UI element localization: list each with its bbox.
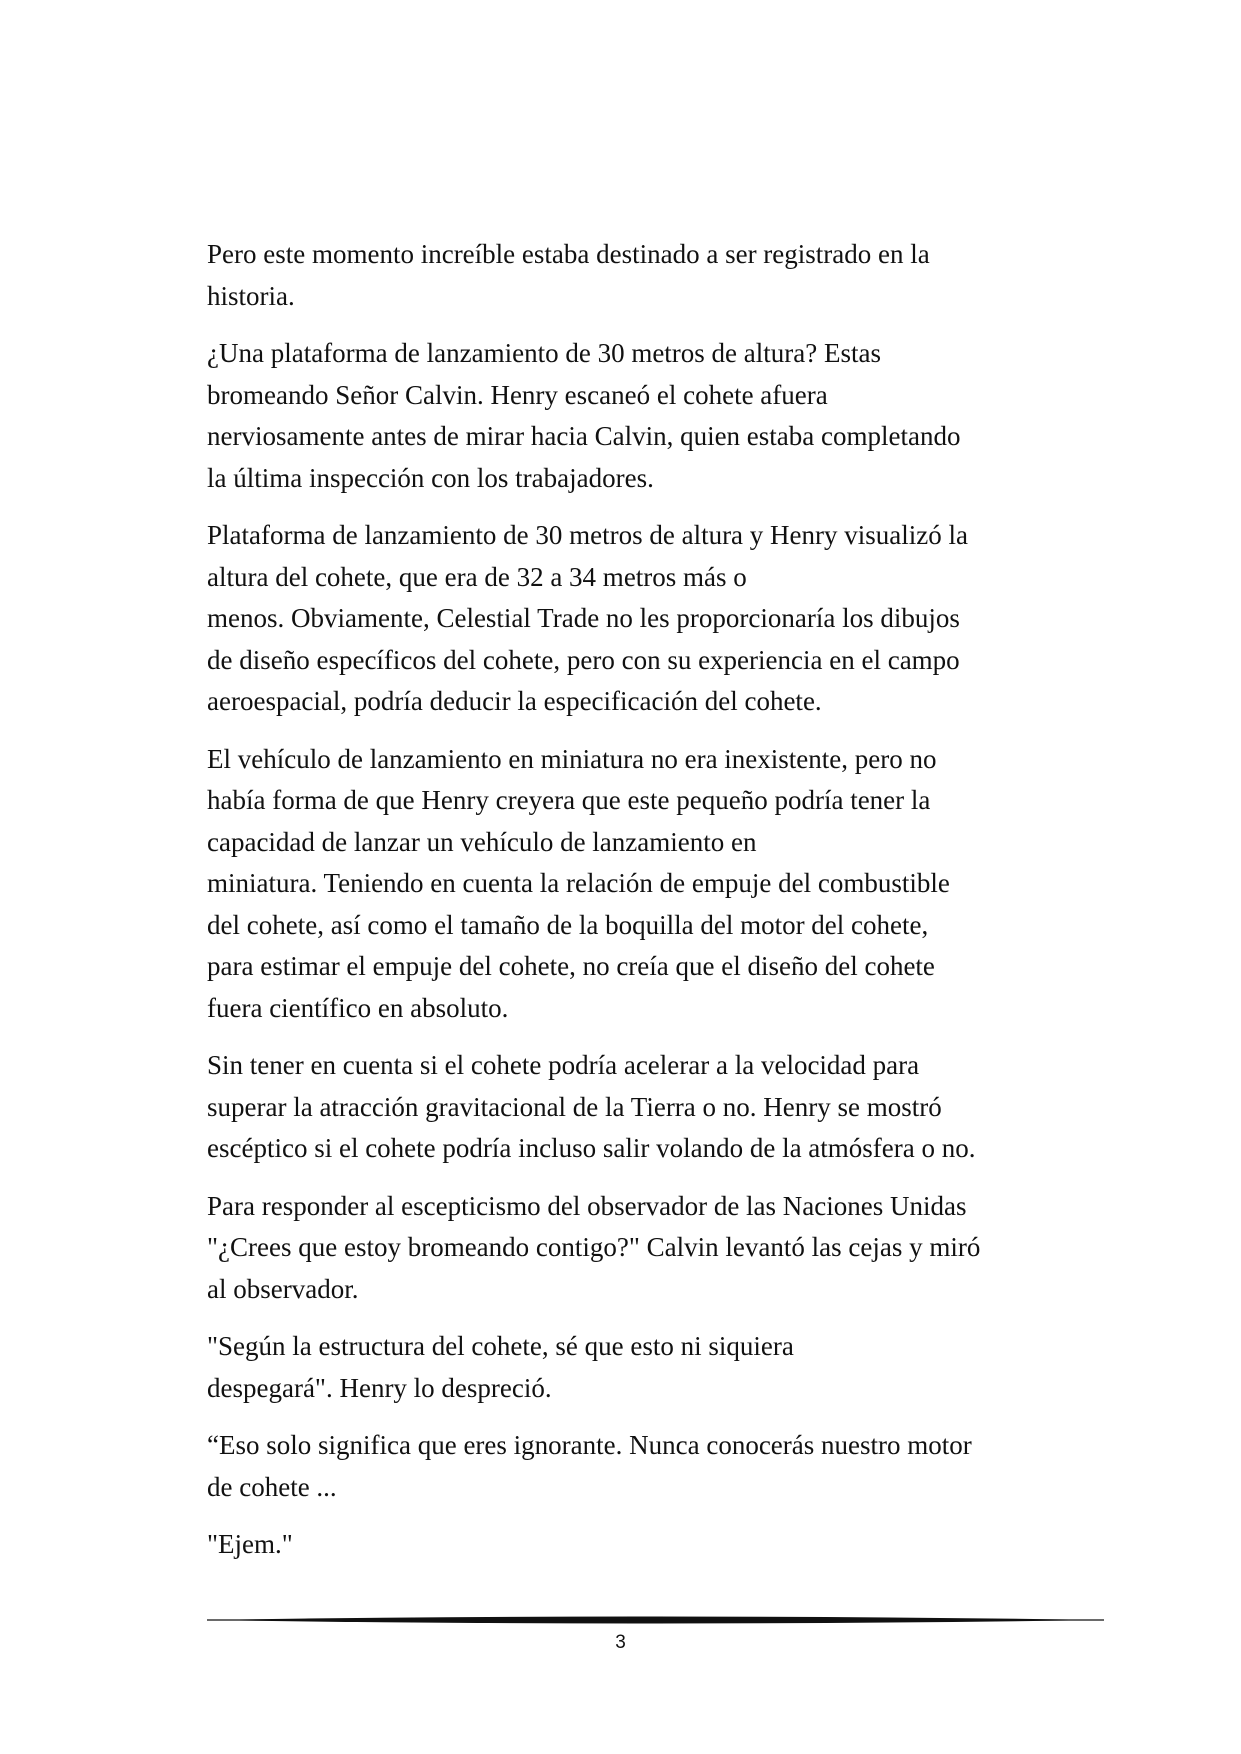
paragraph: "Según la estructura del cohete, sé que esto ni siquiera despegará". Henry lo despreció. [207, 1331, 794, 1403]
paragraph: Pero este momento increíble estaba destinado a ser registrado en la historia. [207, 239, 930, 311]
paragraph: Plataforma de lanzamiento de 30 metros de altura y Henry visualizó la altura del cohete, que era de 32 a 34 metros más o menos. Obviamente, Celestial Trade no les proporcionaría los dibujos de diseño específicos del cohete, pero con su experiencia en el campo aeroespacial, podría deducir la especificación del cohete. [207, 520, 968, 716]
paragraph: “Eso solo significa que eres ignorante. Nunca conocerás nuestro motor de cohete ... [207, 1430, 972, 1502]
paragraph: ¿Una plataforma de lanzamiento de 30 metros de altura? Estas bromeando Señor Calvin. Henry escaneó el cohete afuera nerviosamente antes de mirar hacia Calvin, quien estaba completando la última inspección con los trabajadores. [207, 338, 961, 493]
paragraph: Para responder al escepticismo del observador de las Naciones Unidas "¿Crees que estoy bromeando contigo?" Calvin levantó las cejas y miró al observador. [207, 1190, 981, 1304]
page-number: 3 [615, 1632, 626, 1653]
paragraph: El vehículo de lanzamiento en miniatura no era inexistente, pero no había forma de que Henry creyera que este pequeño podría tener la capacidad de lanzar un vehículo de lanzamiento en miniatura. Teniendo en cuenta la relación de empuje del combustible del cohete, así como el tamaño de la boquilla del motor del cohete, para estimar el empuje del cohete, no creía que el diseño del cohete fuera científico en absoluto. [207, 743, 950, 1023]
paragraph: "Ejem." [207, 1529, 293, 1559]
footer-divider [207, 1614, 1104, 1626]
paragraph: Sin tener en cuenta si el cohete podría acelerar a la velocidad para superar la atracción gravitacional de la Tierra o no. Henry se mostró escéptico si el cohete podría incluso salir volando de la atmósfera o no. [207, 1050, 976, 1163]
body-text [207, 234, 1077, 1582]
